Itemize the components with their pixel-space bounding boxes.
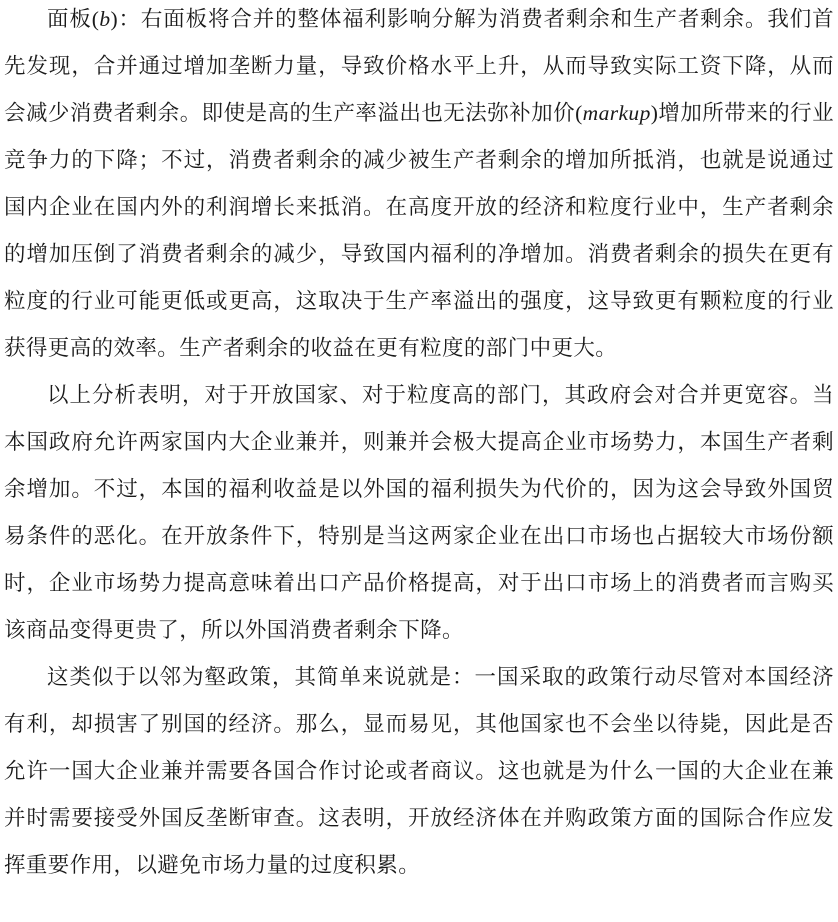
paragraph-text-part-a: ：右面板将合并的整体福利影响分解为消费者剩余和生产者剩余。我们首先发现，合并通过增加垄断力量，导致价格水平上升，从而导致实际工资下降，从而会减少消费者剩余。即使是高的生产率溢出也无法弥补加价 <box>4 7 834 126</box>
panel-label: 面板 <box>47 7 92 32</box>
paragraph-analysis <box>4 372 834 654</box>
panel-paren-close: ) <box>110 7 119 31</box>
markup-paren-open: ( <box>575 101 583 125</box>
paragraph-text: 这类似于以邻为壑政策，其简单来说就是：一国采取的政策行动尽管对本国经济有利，却损害了别国的经济。那么，显而易见，其他国家也不会坐以待毙，因此是否允许一国大企业兼并需要各国合作讨论或者商议。这也就是为什么一国的大企业在兼并时需要接受外国反垄断审查。这表明，开放经济体在并购政策方面的国际合作应发挥重要作用，以避免市场力量的过度积累。 <box>4 665 834 878</box>
paragraph-beggar-thy-neighbor <box>4 654 834 889</box>
paragraph-text: 以上分析表明，对于开放国家、对于粒度高的部门，其政府会对合并更宽容。当本国政府允许两家国内大企业兼并，则兼并会极大提高企业市场势力，本国生产者剩余增加。不过，本国的福利收益是以外国的福利损失为代价的，因为这会导致外国贸易条件的恶化。在开放条件下，特别是当这两家企业在出口市场也占据较大市场份额时，企业市场势力提高意味着出口产品价格提高，对于出口市场上的消费者而言购买该商品变得更贵了，所以外国消费者剩余下降。 <box>4 383 834 643</box>
panel-variable: b <box>99 7 111 31</box>
paragraph-text-part-b: 增加所带来的行业竞争力的下降；不过，消费者剩余的减少被生产者剩余的增加所抵消，也就是说通过国内企业在国内外的利润增长来抵消。在高度开放的经济和粒度行业中，生产者剩余的增加压倒了消费者剩余的减少，导致国内福利的净增加。消费者剩余的损失在更有粒度的行业可能更低或更高，这取决于生产率溢出的强度，这导致更有颗粒度的行业获得更高的效率。生产者剩余的收益在更有粒度的部门中更大。 <box>4 101 835 361</box>
panel-paren-open: ( <box>91 7 100 31</box>
paragraph-panel-b <box>4 0 834 372</box>
markup-term: markup <box>582 101 651 125</box>
markup-paren-close: ) <box>650 101 659 125</box>
